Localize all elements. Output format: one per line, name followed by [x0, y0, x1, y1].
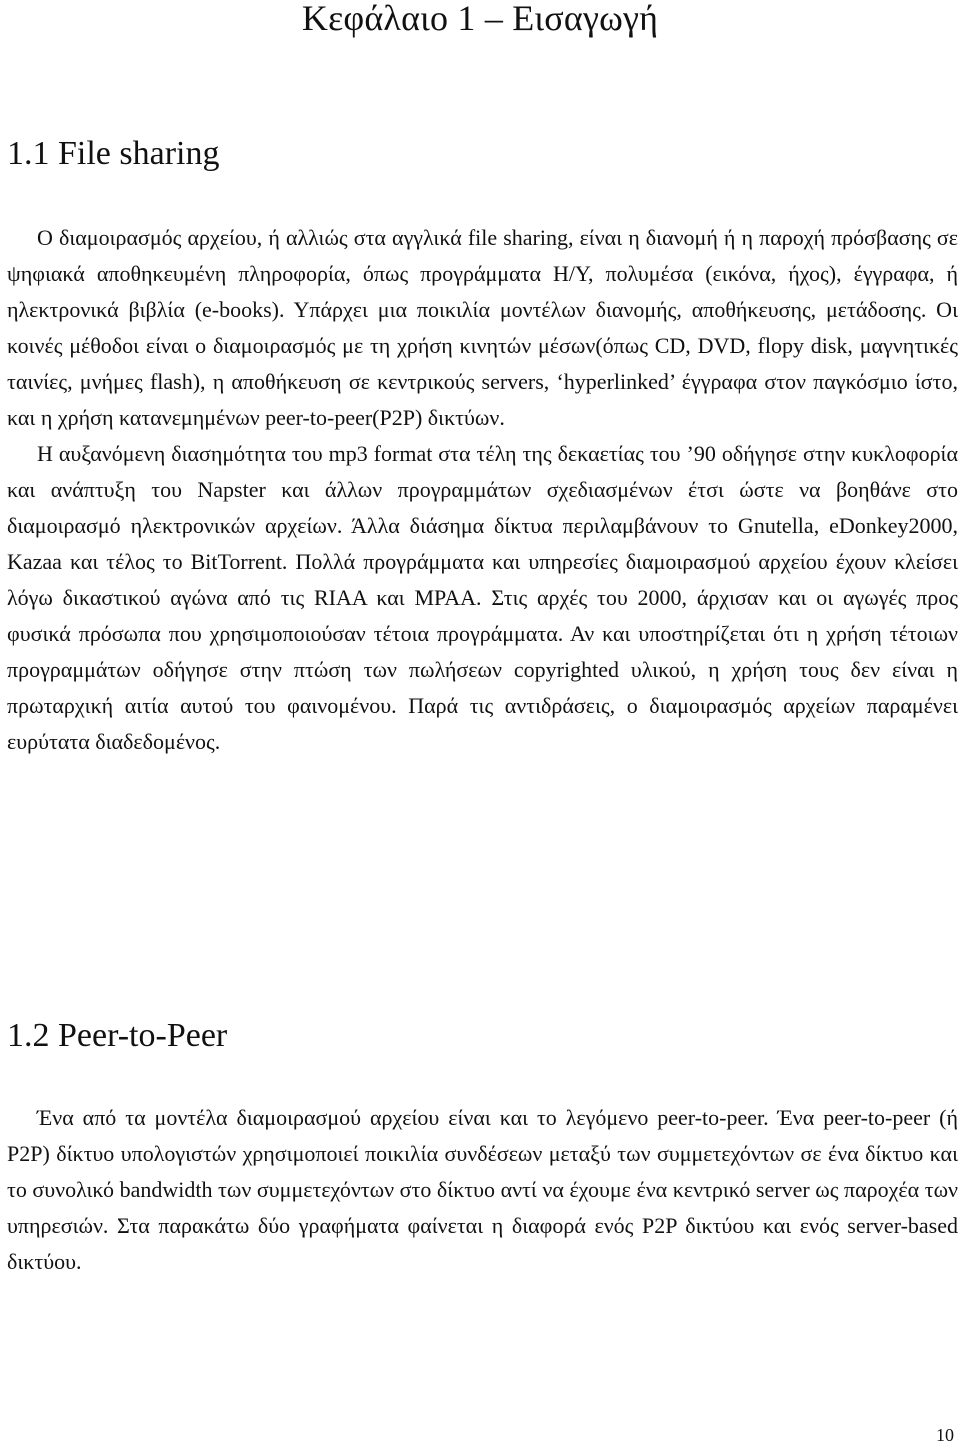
section-body-peer-to-peer — [7, 1100, 958, 1280]
section-body-file-sharing — [7, 220, 958, 760]
paragraph: Ένα από τα μοντέλα διαμοιρασμού αρχείου είναι και το λεγόμενο peer-to-peer. Ένα peer-to-peer (ή P2P) δίκτυο υπολογιστών χρησιμοποιεί ποικιλία συνδέσεων μεταξύ των συμμετεχόντων σε ένα δίκτυο και το συνολικό bandwidth των συμμετεχόντων στο δίκτυο αντί να έχουμε ένα κεντρικό server ως παροχέα των υπηρεσιών. Στα παρακάτω δύο γραφήματα φαίνεται η διαφορά ενός P2P δικτύου και ενός server-based δικτύου. — [7, 1105, 958, 1274]
paragraph: Η αυξανόμενη διασημότητα του mp3 format στα τέλη της δεκαετίας του ’90 οδήγησε στην κυκλοφορία και ανάπτυξη του Napster και άλλων προγραμμάτων σχεδιασμένων έτσι ώστε να βοηθάνε στο διαμοιρασμό ηλεκτρονικών αρχείων. Άλλα διάσημα δίκτυα περιλαμβάνουν το Gnutella, eDonkey2000, Kazaa και τέλος το BitTorrent. Πολλά προγράμματα και υπηρεσίες διαμοιρασμού αρχείου έχουν κλείσει λόγω δικαστικού αγώνα από τις RIAA και MPAA. Στις αρχές του 2000, άρχισαν και οι αγωγές προς φυσικά πρόσωπα που χρησιμοποιούσαν τέτοια προγράμματα. Αν και υποστηρίζεται ότι η χρήση τέτοιων προγραμμάτων οδήγησε στην πτώση των πωλήσεων copyrighted υλικού, η χρήση τους δεν είναι η πρωταρχική αιτία αυτού του φαινομένου. Παρά τις αντιδράσεις, ο διαμοιρασμός αρχείων παραμένει ευρύτατα διαδεδομένος. — [7, 441, 958, 754]
chapter-title: Κεφάλαιο 1 – Εισαγωγή — [301, 0, 659, 38]
page-number: 10 — [936, 1425, 954, 1445]
section-title-peer-to-peer: 1.2 Peer-to-Peer — [7, 1017, 228, 1054]
paragraph: Ο διαμοιρασμός αρχείου, ή αλλιώς στα αγγλικά file sharing, είναι η διανομή ή η παροχή πρόσβασης σε ψηφιακά αποθηκευμένη πληροφορία, όπως προγράμματα Η/Υ, πολυμέσα (εικόνα, ήχος), έγγραφα, ή ηλεκτρονικά βιβλία (e-books). Υπάρχει μια ποικιλία μοντέλων διανομής, αποθήκευσης, μετάδοσης. Οι κοινές μέθοδοι είναι ο διαμοιρασμός με τη χρήση κινητών μέσων(όπως CD, DVD, flopy disk, μαγνητικές ταινίες, μνήμες flash), η αποθήκευση σε κεντρικούς servers, ‘hyperlinked’ έγγραφα στον παγκόσμιο ίστο, και η χρήση κατανεμημένων peer-to-peer(P2P) δικτύων. — [7, 225, 958, 430]
section-title-file-sharing: 1.1 File sharing — [7, 135, 220, 172]
